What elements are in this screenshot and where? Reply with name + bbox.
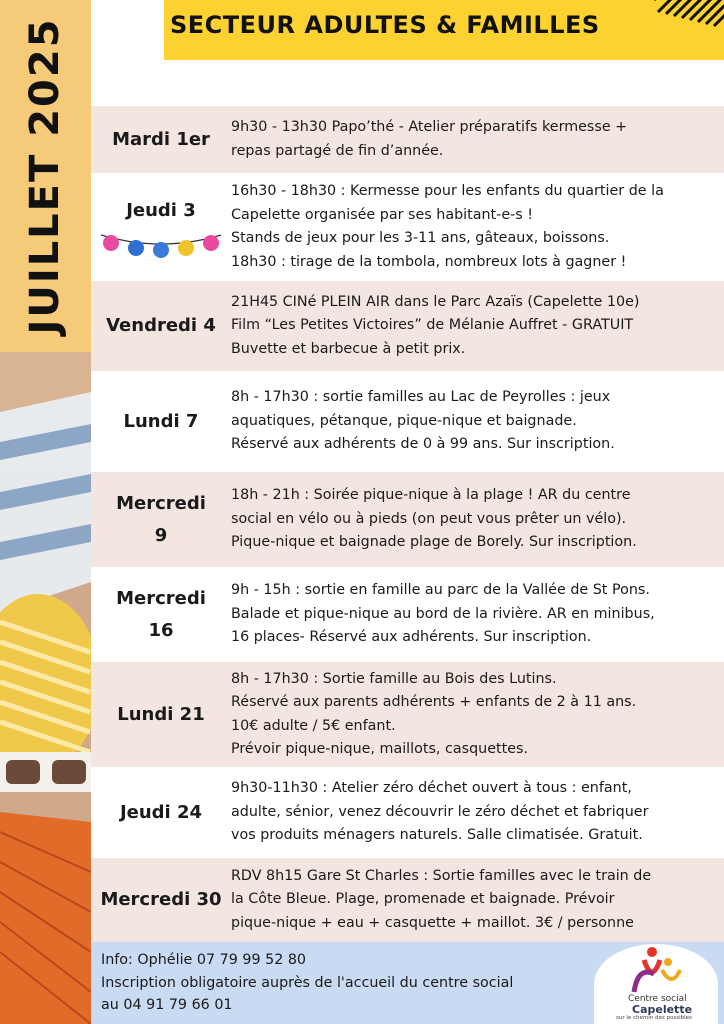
day-label: Mercredi — [116, 492, 206, 514]
desc-line: Prévoir pique-nique, maillots, casquettes. — [231, 741, 529, 757]
desc-line: 16 places- Réservé aux adhérents. Sur inscription. — [231, 629, 592, 646]
desc-line: Stands de jeux pour les 3-11 ans, gâteaux, boissons. — [231, 230, 610, 246]
desc-line: adulte, sénior, venez découvrir le zéro déchet et fabriquer — [231, 803, 649, 820]
day-label: Vendredi 4 — [106, 315, 216, 336]
day-label: Mercredi 30 — [100, 889, 222, 910]
desc-line: 8h - 17h30 : Sortie famille au Bois des Lutins. — [231, 670, 557, 687]
event-day — [91, 699, 231, 731]
day-label: Lundi 7 — [123, 410, 199, 432]
contact-info — [101, 949, 513, 1017]
event-description — [231, 291, 724, 362]
centre-social-logo — [594, 944, 718, 1024]
event-row — [91, 858, 724, 942]
event-day — [91, 124, 231, 156]
event-description — [231, 116, 724, 163]
header-banner — [164, 0, 724, 60]
desc-line: 9h30-11h30 : Atelier zéro déchet ouvert à tous : enfant, — [231, 780, 632, 797]
desc-line: pique-nique + eau + casquette + maillot. 3€ / personne — [231, 914, 634, 931]
event-day — [91, 310, 231, 342]
logo-name: Capelette — [632, 1003, 693, 1016]
event-row — [91, 767, 724, 858]
day-label: Mercredi — [116, 587, 206, 609]
desc-line: Pique-nique et baignade plage de Borely. Sur inscription. — [231, 534, 637, 551]
day-number: 9 — [154, 524, 168, 546]
info-footer — [91, 942, 724, 1024]
desc-line: 18h30 : tirage de la tombola, nombreux lots à gagner ! — [231, 253, 627, 270]
day-number: 16 — [148, 619, 174, 641]
event-description — [231, 180, 724, 274]
logo-tagline: sur le chemin des possibles — [616, 1015, 692, 1021]
desc-line: 10€ adulte / 5€ enfant. — [231, 717, 396, 734]
contact-line: Info: Ophélie 07 79 99 52 80 — [101, 952, 307, 968]
event-description — [231, 777, 724, 848]
day-label: Jeudi 24 — [119, 801, 203, 823]
day-label: Lundi 21 — [117, 703, 205, 725]
event-description — [231, 386, 724, 457]
event-day — [91, 884, 231, 916]
event-description — [231, 668, 724, 762]
day-label: Mardi 1er — [112, 128, 210, 150]
desc-line: Buvette et barbecue à petit prix. — [231, 340, 466, 357]
desc-line: Film “Les Petites Victoires” de Mélanie Auffret - GRATUIT — [231, 317, 634, 334]
event-description — [231, 579, 724, 650]
event-day — [91, 406, 231, 438]
beach-photo — [0, 352, 91, 1024]
event-row — [91, 472, 724, 567]
desc-line: 21H45 CINé PLEIN AIR dans le Parc Azaïs (Capelette 10e) — [231, 293, 640, 310]
logo-figures-icon — [594, 944, 718, 994]
stripes-decoration — [644, 0, 724, 60]
desc-line: la Côte Bleue. Plage, promenade et baignade. Prévoir — [231, 891, 615, 908]
garland-icon — [99, 231, 223, 259]
desc-line: 18h - 21h : Soirée pique-nique à la plage ! AR du centre — [231, 487, 631, 504]
beach-photo-illustration — [0, 352, 91, 1024]
desc-line: Capelette organisée par ses habitant-e-s ! — [231, 206, 534, 223]
desc-line: RDV 8h15 Gare St Charles : Sortie familles avec le train de — [231, 867, 652, 884]
event-row — [91, 371, 724, 472]
desc-line: social en vélo ou à pieds (on peut vous prêter un vélo). — [231, 510, 627, 527]
desc-line: vos produits ménagers naturels. Salle climatisée. Gratuit. — [231, 827, 643, 844]
event-description — [231, 484, 724, 555]
event-row — [91, 567, 724, 662]
desc-line: 8h - 17h30 : sortie familles au Lac de Peyrolles : jeux — [231, 389, 611, 406]
desc-line: Balade et pique-nique au bord de la rivière. AR en minibus, — [231, 605, 655, 622]
desc-line: 16h30 - 18h30 : Kermesse pour les enfants du quartier de la — [231, 183, 664, 199]
desc-line: repas partagé de fin d’année. — [231, 142, 444, 159]
side-band — [0, 0, 91, 352]
event-row — [91, 173, 724, 281]
event-row — [91, 281, 724, 371]
event-row — [91, 662, 724, 767]
event-row — [91, 106, 724, 173]
desc-line: 9h - 15h : sortie en famille au parc de la Vallée de St Pons. — [231, 582, 650, 599]
event-day — [91, 195, 231, 259]
event-day — [91, 583, 231, 647]
page-title: SECTEUR ADULTES & FAMILLES — [170, 11, 600, 39]
contact-line: Inscription obligatoire auprès de l'accueil du centre social — [101, 974, 514, 991]
desc-line: 9h30 - 13h30 Papo’thé - Atelier préparatifs kermesse + — [231, 119, 628, 135]
desc-line: Réservé aux adhérents de 0 à 99 ans. Sur inscription. — [231, 436, 615, 453]
event-day — [91, 488, 231, 552]
event-description — [231, 865, 724, 936]
logo-text: Centre social — [628, 994, 687, 1004]
desc-line: aquatiques, pétanque, pique-nique et baignade. — [231, 412, 577, 429]
event-day — [91, 797, 231, 829]
desc-line: Réservé aux parents adhérents + enfants de 2 à 11 ans. — [231, 694, 637, 710]
month-title: JUILLET 2025 — [22, 17, 68, 335]
day-label: Jeudi 3 — [126, 200, 196, 221]
contact-line: au 04 91 79 66 01 — [101, 997, 233, 1013]
